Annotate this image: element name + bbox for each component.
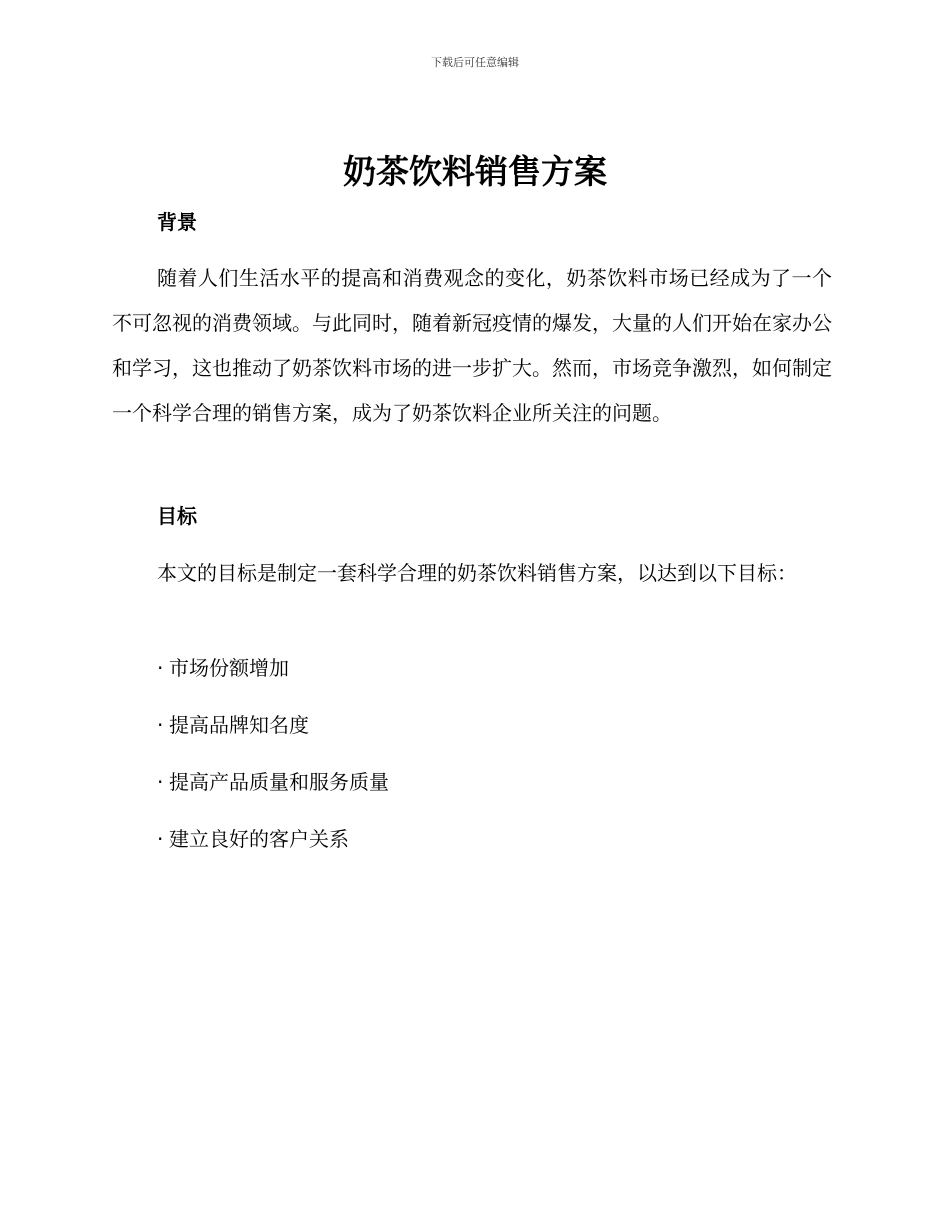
bullet-dot-icon: · bbox=[157, 770, 164, 794]
bullet-dot-icon: · bbox=[157, 827, 164, 851]
section-paragraph-goals: 本文的目标是制定一套科学合理的奶茶饮料销售方案，以达到以下目标： bbox=[157, 561, 797, 585]
bullet-dot-icon: · bbox=[157, 713, 164, 737]
list-item-text: 建立良好的客户关系 bbox=[169, 827, 349, 851]
list-item-text: 市场份额增加 bbox=[169, 656, 289, 680]
section-heading-goals: 目标 bbox=[157, 504, 197, 528]
header-note: 下载后可任意编辑 bbox=[431, 56, 519, 69]
section-paragraph-background: 随着人们生活水平的提高和消费观念的变化，奶茶饮料市场已经成为了一个不可忽视的消费领域。与此同时，随着新冠疫情的爆发，大量的人们开始在家办公和学习，这也推动了奶茶饮料市场的进一步扩大。然而，市场竞争激烈，如何制定一个科学合理的销售方案，成为了奶茶饮料企业所关注的问题。 bbox=[112, 266, 832, 425]
bullet-dot-icon: · bbox=[157, 656, 164, 680]
list-item bbox=[157, 654, 389, 711]
list-item bbox=[157, 711, 389, 768]
list-item-text: 提高品牌知名度 bbox=[169, 713, 309, 737]
list-item-text: 提高产品质量和服务质量 bbox=[169, 770, 389, 794]
goals-list bbox=[157, 654, 389, 882]
list-item bbox=[157, 768, 389, 825]
section-heading-background: 背景 bbox=[157, 210, 197, 234]
document-title: 奶茶饮料销售方案 bbox=[343, 152, 607, 191]
list-item bbox=[157, 825, 389, 882]
